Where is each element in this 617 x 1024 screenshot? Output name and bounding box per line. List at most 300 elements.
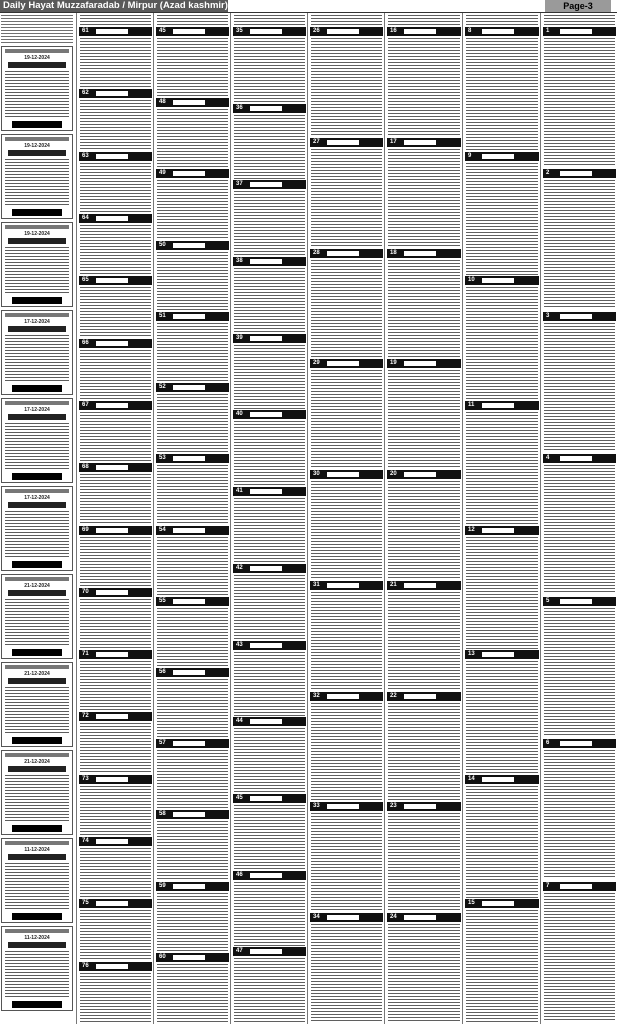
notice-number: 38 xyxy=(236,258,243,264)
notice-number-window xyxy=(250,643,282,648)
notice-number-bar xyxy=(156,383,229,392)
notice-number: 23 xyxy=(390,803,397,809)
paragraph-text xyxy=(157,109,228,167)
notice-number-window xyxy=(404,472,436,477)
notice-number: 57 xyxy=(159,740,166,746)
notice-number-bar xyxy=(79,89,152,98)
notice-number-bar xyxy=(310,249,383,258)
notice-number-window xyxy=(327,251,359,256)
classifieds-column xyxy=(386,13,462,1024)
notice-number-window xyxy=(96,91,128,96)
notice-number-bar xyxy=(465,650,539,659)
notice-number: 34 xyxy=(313,914,320,920)
column-divider xyxy=(540,13,541,1024)
notice-signature-block xyxy=(12,209,62,216)
notice-number: 37 xyxy=(236,181,243,187)
notice-number-window xyxy=(250,719,282,724)
notice-number-bar xyxy=(156,810,229,819)
notice-number-window xyxy=(96,839,128,844)
notice-number: 31 xyxy=(313,582,320,588)
notice-number-bar xyxy=(233,487,306,496)
notice-date: 11-12-2024 xyxy=(24,935,50,941)
notice-number: 71 xyxy=(82,651,89,657)
classifieds-page xyxy=(0,13,617,1024)
paragraph-text xyxy=(544,750,615,879)
notice-number-window xyxy=(173,528,205,533)
notice-office-line xyxy=(5,225,69,229)
notice-date: 21-12-2024 xyxy=(24,583,50,589)
paragraph-text xyxy=(388,703,460,801)
public-notice xyxy=(1,926,73,1011)
notice-number: 16 xyxy=(390,28,397,34)
notice-number: 62 xyxy=(82,90,89,96)
notice-number: 5 xyxy=(546,598,550,604)
notice-number: 66 xyxy=(82,340,89,346)
notice-office-line xyxy=(5,313,69,317)
top-text-block xyxy=(1,15,73,43)
notice-number: 41 xyxy=(236,488,243,494)
notice-number-bar xyxy=(387,27,461,36)
notice-number-bar xyxy=(156,454,229,463)
notice-body-text xyxy=(5,71,69,118)
notice-number-window xyxy=(482,777,514,782)
paragraph-text xyxy=(234,38,305,102)
column-divider xyxy=(384,13,385,1024)
notice-number-window xyxy=(482,901,514,906)
notice-number: 55 xyxy=(159,598,166,604)
notice-number-bar xyxy=(233,180,306,189)
notice-number: 9 xyxy=(468,153,472,159)
paragraph-text xyxy=(80,38,151,87)
paragraph-text xyxy=(388,149,460,247)
notice-number-bar xyxy=(387,470,461,479)
notice-body-text xyxy=(5,335,69,382)
notice-number-bar xyxy=(79,712,152,721)
notice-number-bar xyxy=(387,581,461,590)
notice-number-window xyxy=(173,741,205,746)
notice-number-bar xyxy=(79,588,152,597)
notice-number: 15 xyxy=(468,900,475,906)
notice-number: 3 xyxy=(546,313,550,319)
notice-number: 42 xyxy=(236,565,243,571)
notice-number-bar xyxy=(156,882,229,891)
notice-number-bar xyxy=(79,27,152,36)
notice-heading xyxy=(8,766,66,772)
notice-heading xyxy=(8,942,66,948)
notice-body-text xyxy=(5,687,69,734)
notice-number-bar xyxy=(79,837,152,846)
notice-number: 53 xyxy=(159,455,166,461)
notice-number-bar xyxy=(233,257,306,266)
notice-number-bar xyxy=(310,27,383,36)
notice-number: 44 xyxy=(236,718,243,724)
notice-number-window xyxy=(327,694,359,699)
notice-number-bar xyxy=(543,597,616,606)
public-notice xyxy=(1,134,73,219)
notice-number-window xyxy=(482,154,514,159)
notice-number-bar xyxy=(79,650,152,659)
notice-number-bar xyxy=(156,27,229,36)
notice-number-bar xyxy=(310,692,383,701)
notice-number-bar xyxy=(233,104,306,113)
paragraph-text xyxy=(234,958,305,1022)
paragraph-text xyxy=(80,474,151,523)
notice-signature-block xyxy=(12,913,62,920)
notice-signature-block xyxy=(12,737,62,744)
notice-number-bar xyxy=(156,668,229,677)
paragraph-text xyxy=(80,910,151,959)
paragraph-text xyxy=(544,893,615,1022)
notice-number-bar xyxy=(156,169,229,178)
notice-date: 17-12-2024 xyxy=(24,495,50,501)
notice-number: 35 xyxy=(236,28,243,34)
notice-number: 60 xyxy=(159,954,166,960)
notice-heading xyxy=(8,238,66,244)
notice-number-window xyxy=(96,901,128,906)
notice-number: 8 xyxy=(468,28,472,34)
notice-number-bar xyxy=(79,775,152,784)
newspaper-title: Daily Hayat Muzzafaradab / Mirpur (Azad kashmir) xyxy=(0,0,228,12)
paragraph-text xyxy=(157,465,228,523)
public-notice xyxy=(1,838,73,923)
notice-number-window xyxy=(250,566,282,571)
paragraph-text xyxy=(157,394,228,452)
notice-number-bar xyxy=(543,454,616,463)
notice-number-window xyxy=(250,949,282,954)
classifieds-column xyxy=(78,13,153,1024)
notice-number-bar xyxy=(465,401,539,410)
notice-number-bar xyxy=(79,276,152,285)
paragraph-text xyxy=(388,481,460,579)
notice-number-window xyxy=(96,216,128,221)
notice-number-window xyxy=(250,182,282,187)
notice-office-line xyxy=(5,665,69,669)
notice-number-bar xyxy=(79,962,152,971)
paragraph-text xyxy=(466,163,538,275)
paragraph-text xyxy=(157,821,228,879)
column-divider xyxy=(230,13,231,1024)
notice-number-window xyxy=(327,29,359,34)
notice-heading xyxy=(8,590,66,596)
notice-office-line xyxy=(5,753,69,757)
notice-date: 19-12-2024 xyxy=(24,231,50,237)
notice-number: 4 xyxy=(546,455,550,461)
notice-number: 61 xyxy=(82,28,89,34)
notice-number: 24 xyxy=(390,914,397,920)
paragraph-text xyxy=(80,786,151,835)
notice-number-window xyxy=(173,29,205,34)
notice-number-bar xyxy=(79,899,152,908)
notice-number: 18 xyxy=(390,250,397,256)
paragraph-text xyxy=(311,813,382,911)
notice-body-text xyxy=(5,775,69,822)
notice-number-window xyxy=(327,583,359,588)
notice-number-bar xyxy=(79,526,152,535)
notice-date: 17-12-2024 xyxy=(24,407,50,413)
notice-number: 59 xyxy=(159,883,166,889)
notice-number-bar xyxy=(79,152,152,161)
notice-number-window xyxy=(250,106,282,111)
paragraph-text xyxy=(311,481,382,579)
notice-heading xyxy=(8,678,66,684)
notice-number-window xyxy=(482,528,514,533)
notice-number-window xyxy=(560,314,592,319)
notice-number-window xyxy=(173,955,205,960)
notice-number-window xyxy=(327,140,359,145)
notice-number-window xyxy=(173,243,205,248)
notice-number-bar xyxy=(156,739,229,748)
notice-number-bar xyxy=(233,564,306,573)
paragraph-text xyxy=(388,260,460,358)
paragraph-text xyxy=(234,805,305,869)
paragraph-text xyxy=(234,882,305,946)
paragraph-text xyxy=(311,592,382,690)
paragraph-text xyxy=(388,813,460,911)
paragraph-text xyxy=(388,924,460,1022)
paragraph-text xyxy=(157,608,228,666)
paragraph-text xyxy=(157,964,228,1022)
column-divider xyxy=(76,13,77,1024)
notice-number-bar xyxy=(156,597,229,606)
notice-number-window xyxy=(173,171,205,176)
notice-number-window xyxy=(173,812,205,817)
notice-number: 63 xyxy=(82,153,89,159)
notice-heading xyxy=(8,62,66,68)
notice-number-window xyxy=(560,884,592,889)
notice-date: 19-12-2024 xyxy=(24,143,50,149)
notice-number-window xyxy=(173,884,205,889)
public-notice xyxy=(1,662,73,747)
notice-number-window xyxy=(327,472,359,477)
notice-number: 27 xyxy=(313,139,320,145)
notice-number: 19 xyxy=(390,360,397,366)
page-number-label: Page-3 xyxy=(545,0,611,12)
notice-number-window xyxy=(482,403,514,408)
notice-body-text xyxy=(5,511,69,558)
notice-number: 13 xyxy=(468,651,475,657)
paragraph-text xyxy=(80,537,151,586)
paragraph-text xyxy=(544,323,615,452)
notice-number-bar xyxy=(156,526,229,535)
notice-heading xyxy=(8,414,66,420)
notice-number-window xyxy=(96,590,128,595)
notice-number-window xyxy=(96,652,128,657)
notice-number-window xyxy=(404,251,436,256)
notice-number-bar xyxy=(387,359,461,368)
notice-number-window xyxy=(250,336,282,341)
notice-number-window xyxy=(173,385,205,390)
classifieds-column xyxy=(542,13,617,1024)
notice-number-bar xyxy=(233,641,306,650)
notice-number-bar xyxy=(387,692,461,701)
notice-signature-block xyxy=(12,825,62,832)
paragraph-text xyxy=(234,345,305,409)
notice-number-bar xyxy=(543,739,616,748)
classifieds-column xyxy=(309,13,384,1024)
paragraph-text xyxy=(80,848,151,897)
paragraph-text xyxy=(234,115,305,179)
notice-number-window xyxy=(404,804,436,809)
notice-date: 21-12-2024 xyxy=(24,759,50,765)
notice-number-window xyxy=(250,29,282,34)
notice-number: 17 xyxy=(390,139,397,145)
notice-number: 7 xyxy=(546,883,550,889)
paragraph-text xyxy=(80,599,151,648)
public-notice xyxy=(1,574,73,659)
notice-number-window xyxy=(404,140,436,145)
notice-number-window xyxy=(96,714,128,719)
column-divider xyxy=(307,13,308,1024)
notice-number-bar xyxy=(465,27,539,36)
classifieds-column xyxy=(155,13,230,1024)
paragraph-text xyxy=(311,149,382,247)
notice-number-window xyxy=(327,361,359,366)
paragraph-text xyxy=(80,163,151,212)
notice-office-line xyxy=(5,841,69,845)
notice-number-window xyxy=(250,873,282,878)
notice-number-window xyxy=(173,100,205,105)
notice-number-window xyxy=(560,456,592,461)
paragraph-text xyxy=(80,15,151,25)
notice-number-window xyxy=(96,403,128,408)
notice-number: 11 xyxy=(468,402,475,408)
paragraph-text xyxy=(157,537,228,595)
public-notice xyxy=(1,222,73,307)
notice-signature-block xyxy=(12,649,62,656)
notice-number: 50 xyxy=(159,242,166,248)
paragraph-text xyxy=(157,679,228,737)
paragraph-text xyxy=(234,191,305,255)
notice-body-text xyxy=(5,863,69,910)
notice-number: 72 xyxy=(82,713,89,719)
notice-number: 58 xyxy=(159,811,166,817)
notice-number-bar xyxy=(310,138,383,147)
notice-date: 19-12-2024 xyxy=(24,55,50,61)
notice-number-bar xyxy=(310,470,383,479)
public-notice xyxy=(1,750,73,835)
notice-number: 6 xyxy=(546,740,550,746)
paragraph-text xyxy=(157,180,228,238)
paragraph-text xyxy=(388,370,460,468)
notice-heading xyxy=(8,854,66,860)
notice-number-bar xyxy=(233,871,306,880)
notice-number: 26 xyxy=(313,28,320,34)
paragraph-text xyxy=(234,728,305,792)
notice-number-bar xyxy=(465,152,539,161)
notice-number-window xyxy=(560,29,592,34)
notice-number: 22 xyxy=(390,693,397,699)
notice-number: 54 xyxy=(159,527,166,533)
paragraph-text xyxy=(157,750,228,808)
notice-number-bar xyxy=(79,401,152,410)
notice-number-window xyxy=(404,915,436,920)
notice-number-bar xyxy=(387,802,461,811)
notice-number: 12 xyxy=(468,527,475,533)
notice-number-bar xyxy=(387,249,461,258)
notice-number: 43 xyxy=(236,642,243,648)
notice-number-window xyxy=(173,456,205,461)
paragraph-text xyxy=(311,370,382,468)
notice-number: 75 xyxy=(82,900,89,906)
notice-number: 70 xyxy=(82,589,89,595)
paragraph-text xyxy=(544,180,615,309)
notice-number-window xyxy=(482,278,514,283)
notice-number: 40 xyxy=(236,411,243,417)
notice-number-window xyxy=(327,804,359,809)
notice-number-window xyxy=(250,412,282,417)
notice-number-bar xyxy=(233,947,306,956)
notice-number-window xyxy=(560,741,592,746)
notice-office-line xyxy=(5,49,69,53)
notice-number-window xyxy=(250,796,282,801)
notice-number-bar xyxy=(310,913,383,922)
notice-number: 52 xyxy=(159,384,166,390)
paragraph-text xyxy=(80,973,151,1022)
notice-office-line xyxy=(5,577,69,581)
notice-number: 28 xyxy=(313,250,320,256)
notice-column xyxy=(0,13,75,1024)
notice-number-bar xyxy=(543,312,616,321)
paragraph-text xyxy=(157,252,228,310)
notice-number-bar xyxy=(465,775,539,784)
paragraph-text xyxy=(388,592,460,690)
notice-number-bar xyxy=(233,717,306,726)
notice-number-bar xyxy=(543,27,616,36)
notice-number: 33 xyxy=(313,803,320,809)
notice-number-bar xyxy=(465,276,539,285)
paragraph-text xyxy=(544,38,615,167)
notice-number: 47 xyxy=(236,948,243,954)
paragraph-text xyxy=(544,15,615,25)
notice-signature-block xyxy=(12,473,62,480)
notice-number-window xyxy=(404,583,436,588)
paragraph-text xyxy=(234,268,305,332)
notice-number-window xyxy=(96,528,128,533)
notice-number-bar xyxy=(156,953,229,962)
notice-number-window xyxy=(96,964,128,969)
notice-body-text xyxy=(5,159,69,206)
paragraph-text xyxy=(466,537,538,649)
classifieds-column xyxy=(464,13,540,1024)
paragraph-text xyxy=(157,323,228,381)
paragraph-text xyxy=(388,15,460,25)
notice-number: 69 xyxy=(82,527,89,533)
notice-body-text xyxy=(5,599,69,646)
notice-number-window xyxy=(96,465,128,470)
notice-office-line xyxy=(5,489,69,493)
notice-number-window xyxy=(404,361,436,366)
notice-heading xyxy=(8,150,66,156)
notice-number-bar xyxy=(79,339,152,348)
notice-number: 49 xyxy=(159,170,166,176)
notice-number: 20 xyxy=(390,471,397,477)
paragraph-text xyxy=(311,38,382,136)
notice-signature-block xyxy=(12,561,62,568)
notice-number-window xyxy=(96,777,128,782)
notice-number-window xyxy=(482,652,514,657)
notice-number: 46 xyxy=(236,872,243,878)
column-divider xyxy=(153,13,154,1024)
notice-date: 21-12-2024 xyxy=(24,671,50,677)
public-notice xyxy=(1,398,73,483)
classifieds-column xyxy=(232,13,307,1024)
notice-number-bar xyxy=(387,138,461,147)
notice-number-bar xyxy=(233,410,306,419)
notice-number-bar xyxy=(543,882,616,891)
paragraph-text xyxy=(466,287,538,399)
notice-number: 14 xyxy=(468,776,475,782)
paragraph-text xyxy=(157,38,228,96)
